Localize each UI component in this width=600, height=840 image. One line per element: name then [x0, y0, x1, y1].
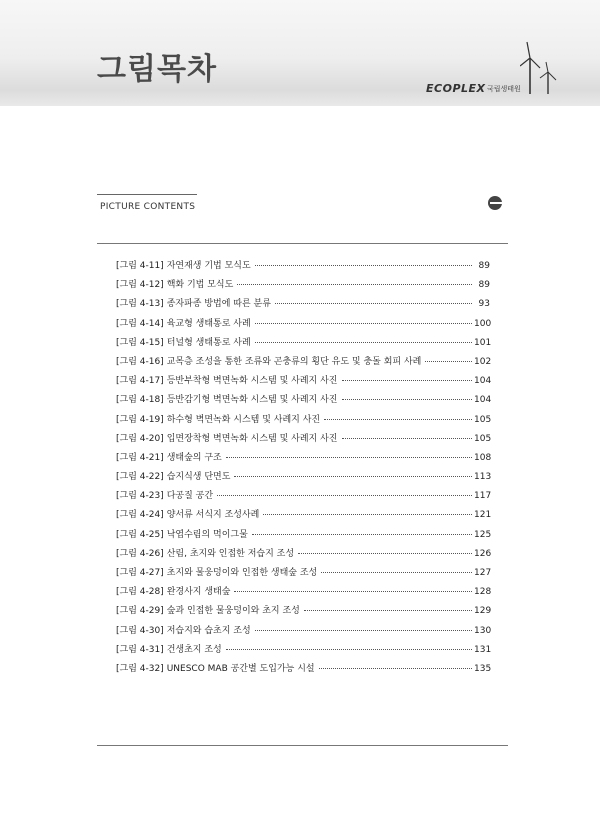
section-divider	[97, 194, 197, 195]
list-item[interactable]	[116, 546, 490, 565]
figure-title: 완경사지 생태숲	[166, 587, 231, 598]
dot-leader	[237, 284, 472, 285]
figure-title: 산림, 초지와 인접한 저습지 조성	[166, 548, 295, 559]
figure-title: 하수형 벽면녹화 시스템 및 사례지 사진	[166, 414, 321, 425]
list-item[interactable]	[116, 412, 490, 431]
figure-number: [그림 4-16]	[116, 356, 164, 367]
page-number: 100	[474, 318, 492, 329]
figure-number: [그림 4-14]	[116, 318, 164, 329]
list-item[interactable]	[116, 584, 490, 603]
figure-number: [그림 4-25]	[116, 529, 164, 540]
list-item[interactable]	[116, 431, 490, 450]
figure-title: 건생초지 조성	[166, 644, 222, 655]
wind-turbine-icon	[520, 40, 560, 95]
dot-leader	[234, 476, 472, 477]
figure-title: 입면장착형 벽면녹화 시스템 및 사례지 사진	[166, 433, 338, 444]
page-number: 101	[474, 337, 492, 348]
list-item[interactable]	[116, 507, 490, 526]
page-number: 108	[474, 452, 492, 463]
figure-number: [그림 4-30]	[116, 625, 164, 636]
figure-number: [그림 4-23]	[116, 491, 164, 502]
figure-number: [그림 4-28]	[116, 587, 164, 598]
figure-number: [그림 4-29]	[116, 606, 164, 617]
list-item[interactable]	[116, 488, 490, 507]
list-item[interactable]	[116, 661, 490, 680]
figure-number: [그림 4-12]	[116, 280, 164, 291]
figure-title: 저습지와 습초지 조성	[166, 625, 251, 636]
page-number: 105	[474, 414, 492, 425]
figure-number: [그림 4-26]	[116, 548, 164, 559]
figure-title: 자연재생 기법 모식도	[166, 261, 251, 271]
page-title: 그림목차	[97, 52, 217, 87]
list-item[interactable]	[116, 642, 490, 661]
page-number: 130	[474, 625, 492, 636]
list-item[interactable]	[116, 354, 490, 373]
page-number: 117	[474, 491, 492, 502]
dot-leader	[263, 514, 472, 515]
page-number: 89	[478, 261, 490, 271]
dot-leader	[252, 534, 472, 535]
figure-title: 교목층 조성을 통한 조류와 곤충류의 횡단 유도 및 충돌 회피 사례	[166, 356, 422, 367]
list-item[interactable]	[116, 316, 490, 335]
dot-leader	[226, 649, 472, 650]
figure-title: 등반부착형 벽면녹화 시스템 및 사례지 사진	[166, 376, 338, 387]
dot-leader	[217, 495, 472, 496]
page-number: 125	[474, 529, 492, 540]
figure-title: 종자파종 방법에 따른 분류	[166, 299, 271, 310]
figure-title: 등반감기형 벽면녹화 시스템 및 사례지 사진	[166, 395, 338, 406]
figure-title: 초지와 물웅덩이와 인접한 생태숲 조성	[166, 568, 318, 578]
list-item[interactable]	[116, 296, 490, 315]
list-item[interactable]	[116, 565, 490, 584]
page-header	[0, 0, 600, 106]
dot-leader	[255, 630, 472, 631]
figure-number: [그림 4-13]	[116, 299, 164, 310]
page-number: 104	[474, 395, 492, 406]
figure-number: [그림 4-31]	[116, 644, 164, 655]
figure-number: [그림 4-15]	[116, 337, 164, 348]
page-number: 104	[474, 376, 492, 387]
list-item[interactable]	[116, 450, 490, 469]
dot-leader	[275, 303, 472, 304]
figure-number: [그림 4-27]	[116, 568, 164, 578]
list-item[interactable]	[116, 373, 490, 392]
figure-title: 숲과 인접한 물웅덩이와 초지 조성	[166, 606, 300, 617]
figure-number: [그림 4-11]	[116, 261, 164, 271]
page-number: 113	[474, 472, 492, 483]
figure-number: [그림 4-22]	[116, 472, 164, 483]
figure-title: 핵화 기법 모식도	[166, 280, 234, 291]
figure-number: [그림 4-18]	[116, 395, 164, 406]
figure-title: UNESCO MAB 공간별 도입가능 시설	[166, 663, 315, 674]
dot-leader	[304, 610, 472, 611]
dot-leader	[319, 668, 472, 669]
dot-leader	[255, 323, 472, 324]
page-number: 102	[474, 356, 492, 367]
dot-leader	[226, 457, 472, 458]
page-number: 135	[474, 663, 492, 674]
dot-leader	[321, 572, 472, 573]
figure-title: 터널형 생태통로 사례	[166, 337, 251, 348]
page-number: 89	[478, 280, 490, 291]
list-item[interactable]	[116, 527, 490, 546]
dot-leader	[425, 361, 472, 362]
figure-title: 생태숲의 구조	[166, 452, 222, 463]
list-item[interactable]	[116, 603, 490, 622]
list-item[interactable]	[116, 335, 490, 354]
figure-title: 양서류 서식지 조성사례	[166, 510, 260, 521]
section-label: PICTURE CONTENTS	[100, 202, 196, 212]
toc-top-rule	[97, 243, 508, 244]
page-number: 93	[478, 299, 490, 310]
dot-leader	[255, 265, 472, 266]
brand-logo-text: ECOPLEX	[426, 82, 486, 95]
page-number: 127	[474, 568, 492, 578]
page-number: 121	[474, 510, 492, 521]
page-number: 105	[474, 433, 492, 444]
toc-bottom-rule	[97, 745, 508, 746]
figure-number: [그림 4-32]	[116, 663, 164, 674]
dot-leader	[324, 419, 472, 420]
figure-number: [그림 4-17]	[116, 376, 164, 387]
list-item[interactable]	[116, 392, 490, 411]
figure-title: 습지식생 단면도	[166, 472, 231, 483]
figure-title: 다공질 공간	[166, 491, 214, 502]
page-number: 131	[474, 644, 492, 655]
figure-title: 육교형 생태통로 사례	[166, 318, 251, 329]
dot-leader	[342, 438, 472, 439]
dot-leader	[298, 553, 472, 554]
figure-number: [그림 4-19]	[116, 414, 164, 425]
list-item[interactable]	[116, 623, 490, 642]
page-number: 126	[474, 548, 492, 559]
dot-leader	[234, 591, 472, 592]
figure-number: [그림 4-20]	[116, 433, 164, 444]
dot-leader	[255, 342, 472, 343]
figure-number: [그림 4-24]	[116, 510, 164, 521]
list-item[interactable]	[116, 277, 490, 296]
figure-list	[116, 258, 490, 680]
figure-title: 낙엽수림의 먹이그물	[166, 529, 248, 540]
minus-circle-icon	[488, 196, 502, 210]
page-number: 128	[474, 587, 492, 598]
dot-leader	[342, 380, 472, 381]
list-item[interactable]	[116, 469, 490, 488]
figure-number: [그림 4-21]	[116, 452, 164, 463]
page-number: 129	[474, 606, 492, 617]
dot-leader	[342, 399, 472, 400]
list-item[interactable]	[116, 258, 490, 277]
brand-subtitle: 국립생태원	[487, 85, 521, 93]
